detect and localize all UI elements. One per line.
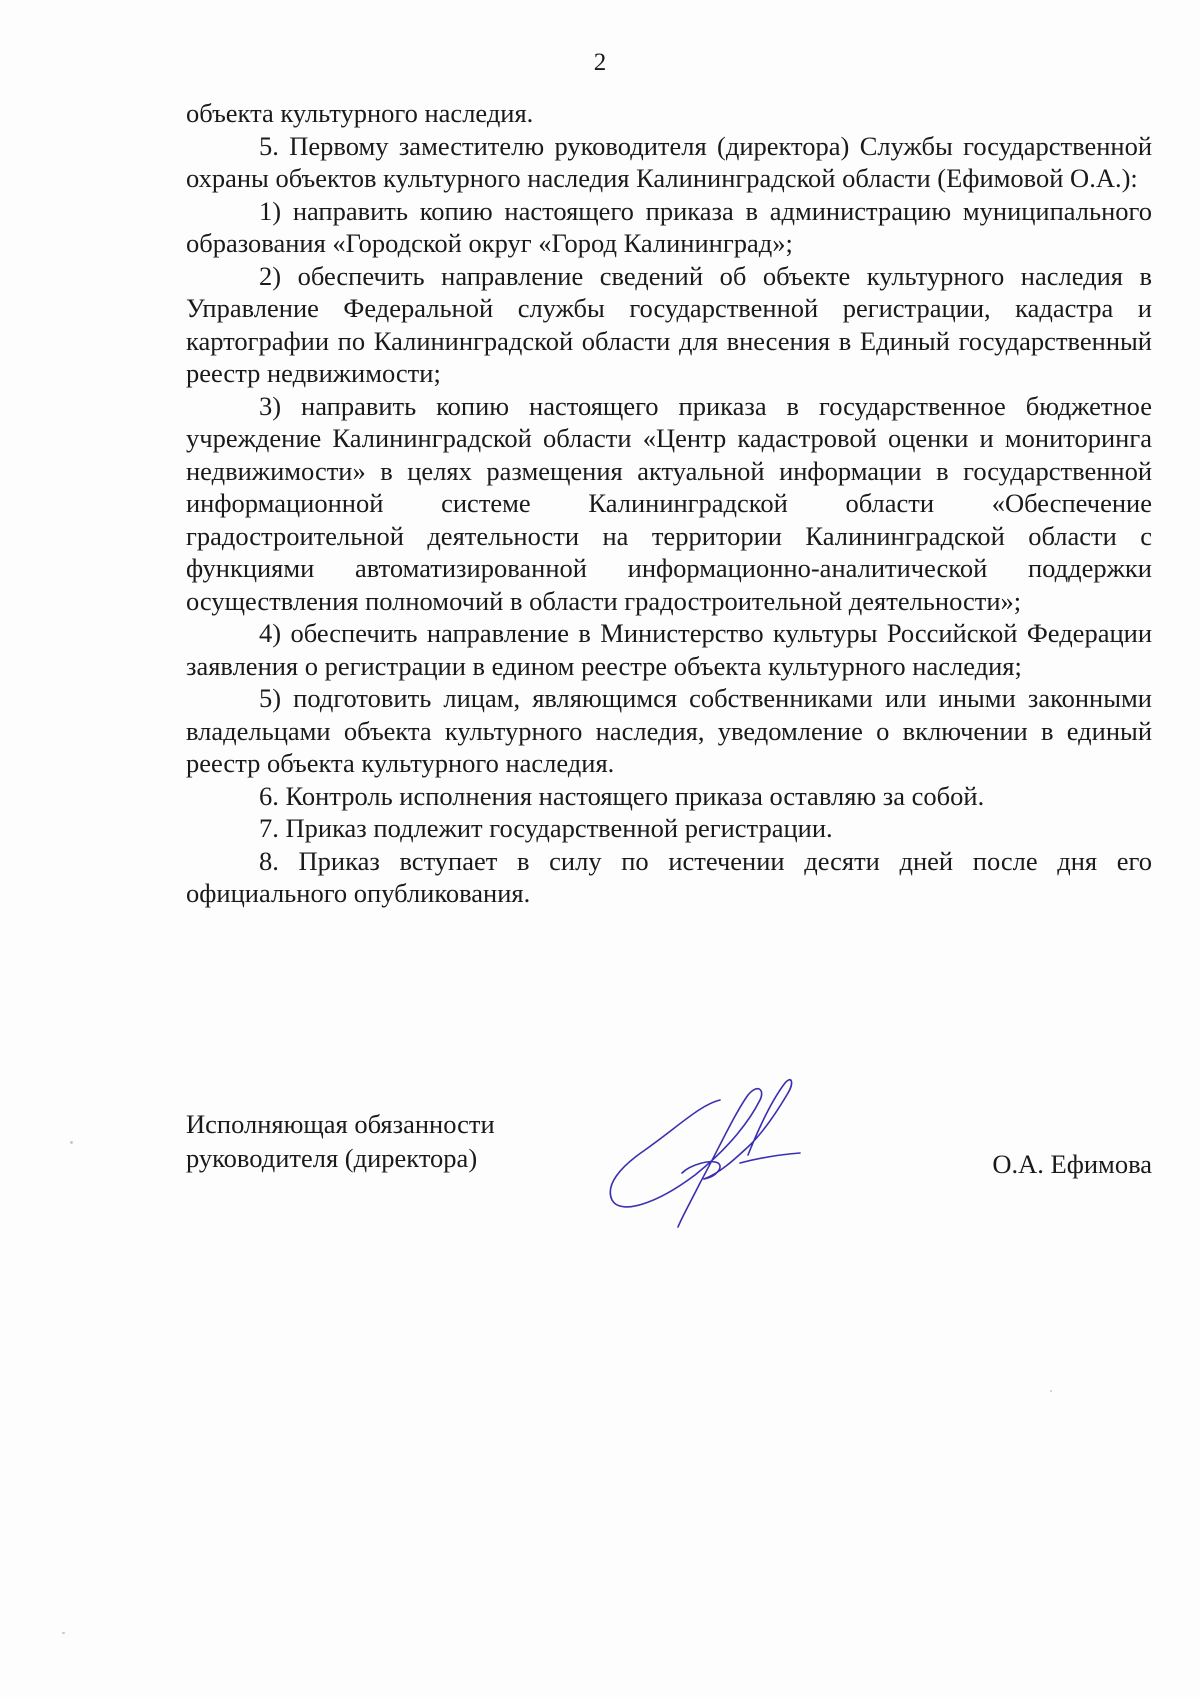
scan-speck: [62, 1632, 65, 1634]
paragraph-subitem-4: 4) обеспечить направление в Министерство культуры Российской Федерации заявления о регистрации в едином реестре объекта культурного наследия;: [186, 618, 1152, 681]
handwritten-signature: [600, 1055, 830, 1235]
scan-speck: [70, 1141, 73, 1144]
signatory-role-line-2: руководителя (директора): [186, 1143, 478, 1173]
paragraph-subitem-2: 2) обеспечить направление сведений об объекте культурного наследия в Управление Федеральной службы государственной регистрации, кадастра и картографии по Калининградской области для внесения в Единый государственный реестр недвижимости;: [186, 260, 1152, 388]
signatory-role-line-1: Исполняющая обязанности: [186, 1109, 495, 1139]
paragraph-item-5: 5. Первому заместителю руководителя (директора) Службы государственной охраны объектов культурного наследия Калининградской области (Ефимовой О.А.):: [186, 130, 1152, 193]
paragraph-continuation: объекта культурного наследия.: [186, 98, 534, 128]
paragraph-subitem-3: 3) направить копию настоящего приказа в государственное бюджетное учреждение Калининградской области «Центр кадастровой оценки и мониторинга недвижимости» в целях размещения актуальной информации в государственной информационной системе Калининградской области «Обеспечение градостроительной деятельности на территории Калининградской области с функциями автоматизированной информационно-аналитической поддержки осуществления полномочий в области градостроительной деятельности»;: [186, 390, 1152, 616]
signatory-name: О.А. Ефимова: [992, 1149, 1152, 1179]
document-body: [186, 97, 1152, 910]
signature-stroke-loop: [610, 1089, 761, 1227]
paragraph-item-8: 8. Приказ вступает в силу по истечении десяти дней после дня его официального опубликования.: [186, 845, 1152, 908]
scan-speck: [1050, 1390, 1052, 1392]
paragraph-subitem-1: 1) направить копию настоящего приказа в администрацию муниципального образования «Городской округ «Город Калининград»;: [186, 195, 1152, 258]
paragraph-item-7: 7. Приказ подлежит государственной регистрации.: [259, 813, 833, 843]
paragraph-subitem-5: 5) подготовить лицам, являющимся собственниками или иными законными владельцами объекта культурного наследия, уведомление о включении в единый реестр объекта культурного наследия.: [186, 683, 1152, 778]
page-number: 2: [593, 49, 607, 76]
paragraph-item-6: 6. Контроль исполнения настоящего приказа оставляю за собой.: [259, 780, 985, 811]
signature-strokes: [610, 1080, 800, 1227]
